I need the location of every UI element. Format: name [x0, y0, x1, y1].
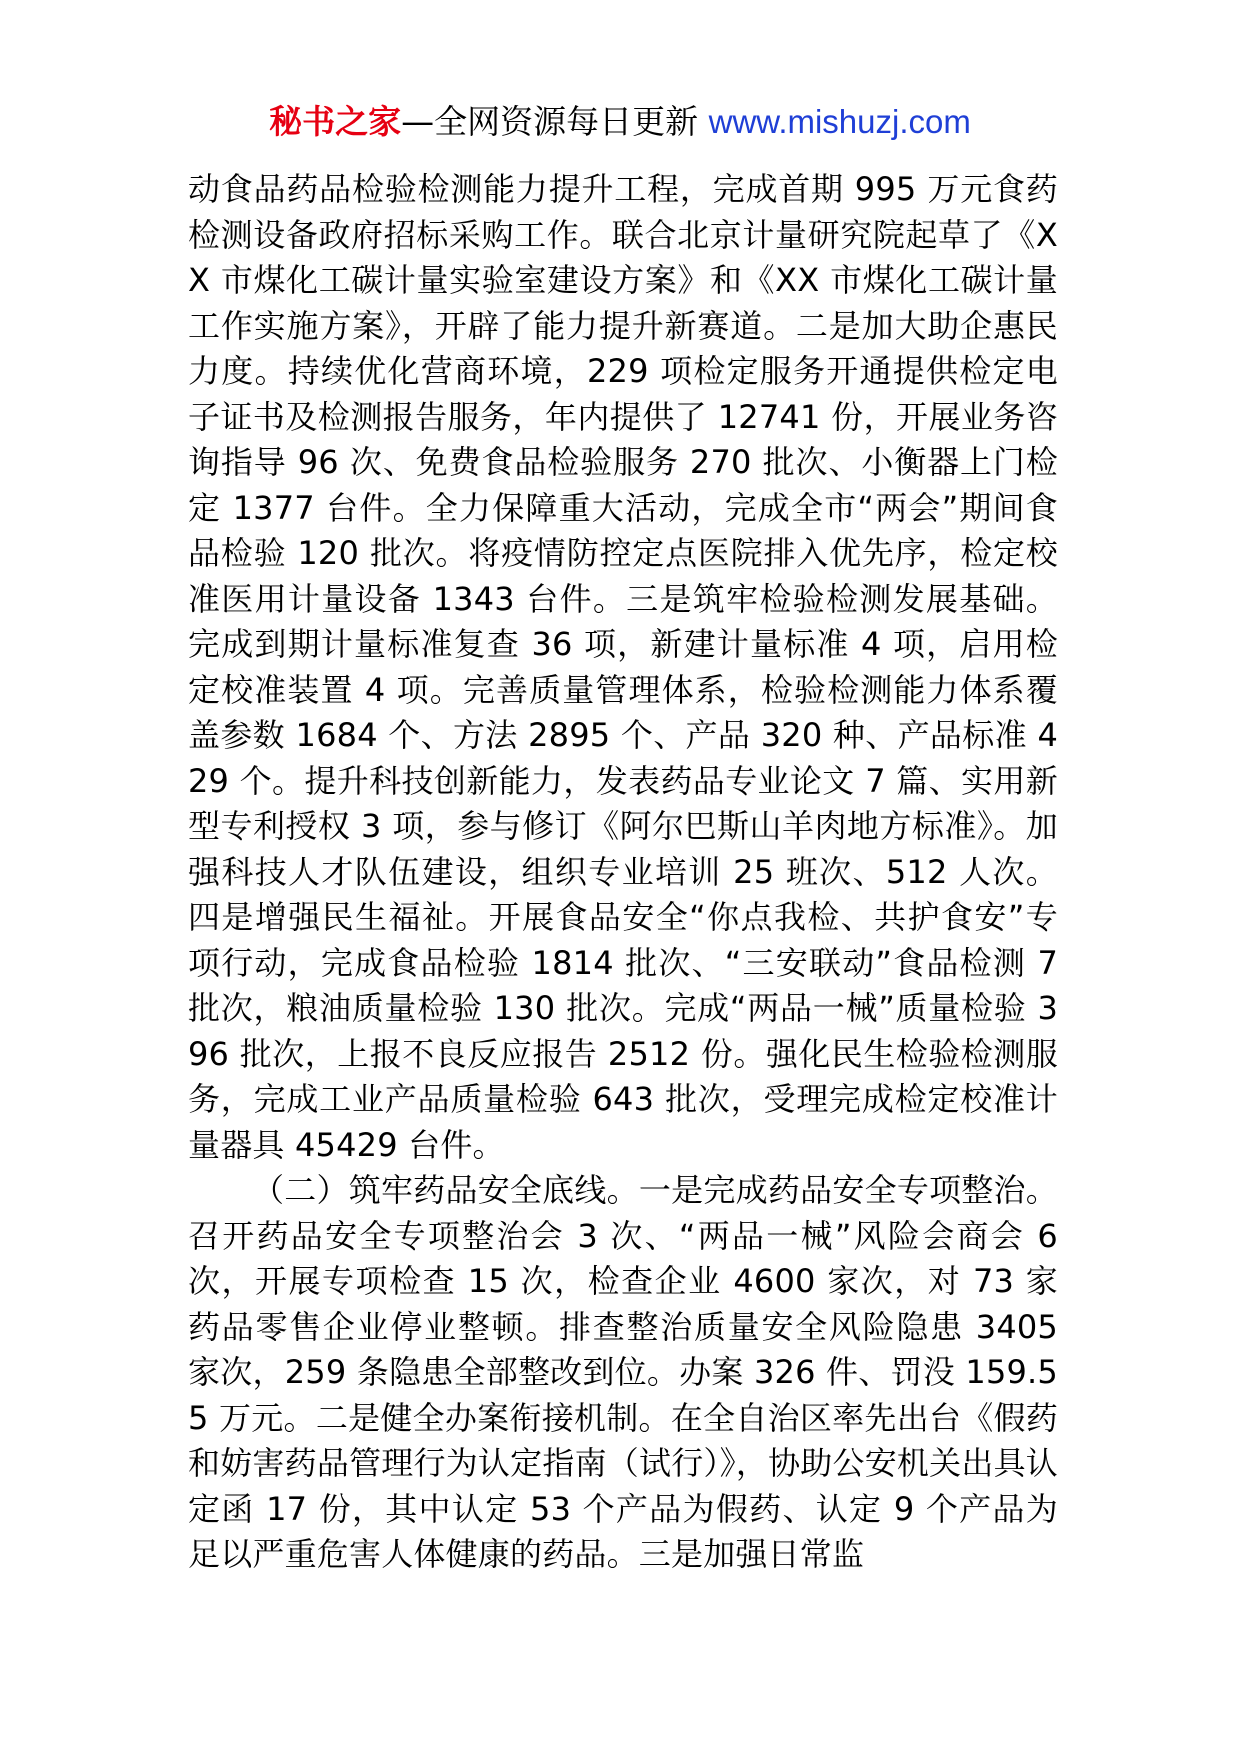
- header-brand: 秘书之家: [269, 102, 402, 141]
- header-url-link[interactable]: www.mishuzj.com: [708, 103, 971, 140]
- paragraph-section-2: （二）筑牢药品安全底线。一是完成药品安全专项整治。召开药品安全专项整治会 3 次、“两品一械”风险会商会 6 次，开展专项检查 15 次，检查企业 4600 家次，对 73 家药品零售企业停业整顿。排查整治质量安全风险隐患 3405 家次，259 条隐患全部整改到位。办案 326 件、罚没 159.55 万元。二是健全办案衔接机制。在全自治区率先出台《假药和妨害药品管理行为认定指南（试行）》，协助公安机关出具认定函 17 份，其中认定 53 个产品为假药、认定 9 个产品为足以严重危害人体健康的药品。三是加强日常监: [188, 1171, 1058, 1573]
- paragraph-continued: 动食品药品检验检测能力提升工程，完成首期 995 万元食药检测设备政府招标采购工作。联合北京计量研究院起草了《XX 市煤化工碳计量实验室建设方案》和《XX 市煤化工碳计量工作实施方案》，开辟了能力提升新赛道。二是加大助企惠民力度。持续优化营商环境，229 项检定服务开通提供检定电子证书及检测报告服务，年内提供了 12741 份，开展业务咨询指导 96 次、免费食品检验服务 270 批次、小衡器上门检定 1377 台件。全力保障重大活动，完成全市“两会”期间食品检验 120 批次。将疫情防控定点医院排入优先序，检定校准医用计量设备 1343 台件。三是筑牢检验检测发展基础。完成到期计量标准复查 36 项，新建计量标准 4 项，启用检定校准装置 4 项。完善质量管理体系，检验检测能力体系覆盖参数 1684 个、方法 2895 个、产品 320 种、产品标准 429 个。提升科技创新能力，发表药品专业论文 7 篇、实用新型专利授权 3 项，参与修订《阿尔巴斯山羊肉地方标准》。加强科技人才队伍建设，组织专业培训 25 班次、512 人次。四是增强民生福祉。开展食品安全“你点我检、共护食安”专项行动，完成食品检验 1814 批次、“三安联动”食品检测 7 批次，粮油质量检验 130 批次。完成“两品一械”质量检验 396 批次，上报不良反应报告 2512 份。强化民生检验检测服务，完成工业产品质量检验 643 批次，受理完成检定校准计量器具 45429 台件。: [188, 170, 1058, 1164]
- page-header: [0, 96, 1240, 148]
- document-body: [188, 167, 1058, 1578]
- header-tagline: —全网资源每日更新: [401, 102, 699, 141]
